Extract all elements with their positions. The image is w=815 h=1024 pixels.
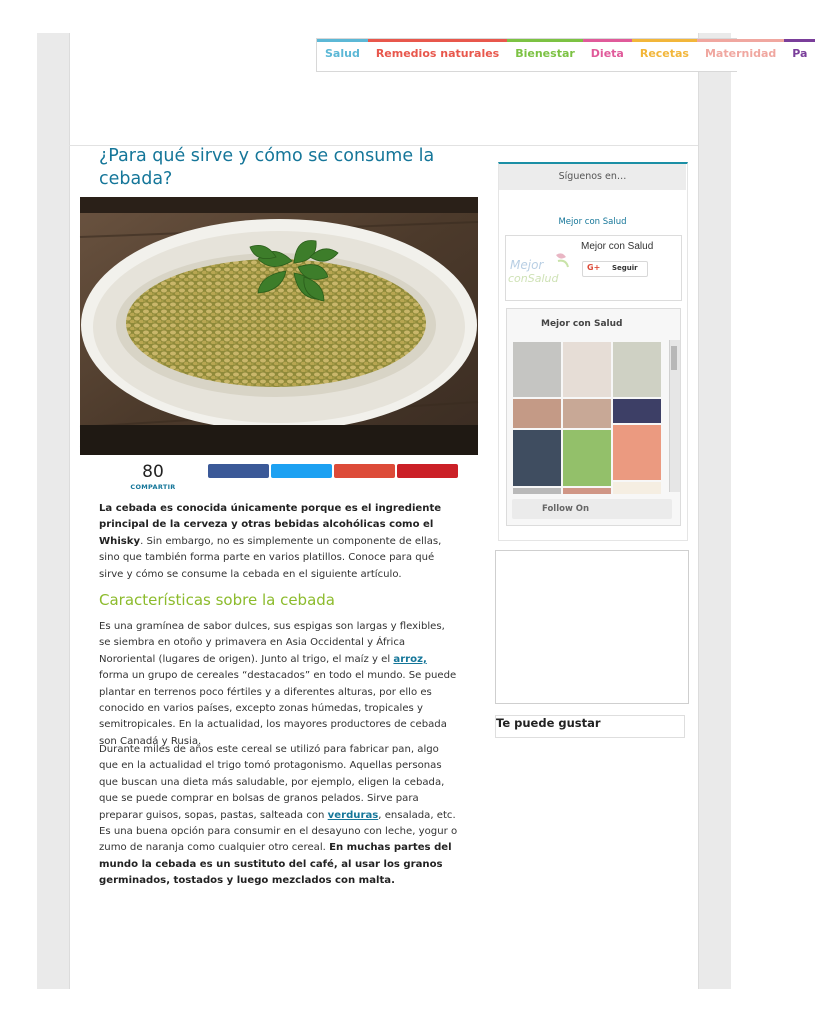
pinterest-widget-title: Mejor con Salud bbox=[541, 319, 623, 329]
article-hero-image bbox=[80, 197, 478, 455]
nav-item-label: Maternidad bbox=[704, 47, 777, 60]
pin-thumbnail[interactable] bbox=[513, 430, 561, 486]
logo-text-1: Mejor bbox=[510, 258, 544, 272]
follow-widget-header: Síguenos en… bbox=[499, 164, 686, 190]
nav-item-label: Remedios naturales bbox=[375, 47, 500, 60]
pinterest-follow-button[interactable]: Follow On bbox=[512, 499, 672, 519]
pin-thumbnail[interactable] bbox=[613, 482, 661, 494]
gplus-name: Mejor con Salud bbox=[581, 241, 654, 252]
ad-slot bbox=[495, 550, 689, 704]
gplus-follow-label: Seguir bbox=[612, 264, 638, 272]
nav-item-accent bbox=[583, 39, 632, 42]
section-heading: Características sobre la cebada bbox=[99, 591, 335, 609]
arroz-link[interactable]: arroz, bbox=[393, 653, 427, 665]
twitter-share-button[interactable] bbox=[271, 464, 332, 478]
paragraph-2-text-b: , ensalada, etc. Es una buena opción para consumir en el desayuno con leche, yogur o zumo de naranja como cualquier otro cereal. bbox=[99, 809, 458, 854]
gplus-icon: G+ bbox=[587, 263, 601, 272]
facebook-share-button[interactable] bbox=[208, 464, 269, 478]
recommend-widget-title: Te puede gustar bbox=[496, 716, 601, 730]
pin-thumbnail[interactable] bbox=[563, 430, 611, 486]
nav-item-label: Bienestar bbox=[515, 47, 575, 60]
top-navigation bbox=[316, 38, 808, 72]
nav-item-accent bbox=[632, 39, 697, 42]
brand-logo bbox=[508, 251, 574, 291]
pin-thumbnail[interactable] bbox=[563, 488, 611, 494]
nav-item[interactable] bbox=[317, 39, 368, 71]
pin-thumbnail[interactable] bbox=[613, 342, 661, 397]
gplus-page-link[interactable]: Mejor con Salud bbox=[558, 217, 627, 227]
pin-thumbnail[interactable] bbox=[513, 488, 561, 494]
pinterest-share-button[interactable] bbox=[397, 464, 458, 478]
nav-item-accent bbox=[368, 39, 507, 42]
nav-item-accent bbox=[697, 39, 784, 42]
nav-item-label: Recetas bbox=[639, 47, 689, 60]
paragraph-1-text-b: forma un grupo de cereales “destacados” en todo el mundo. Se puede plantar en terrenos poco fértiles y a diferentes alturas, por ello es conocido en varios países, excepto zonas húmedas, tropicales y semitropicales. En la actualidad, los mayores productores de cebada son Canadá y Rusia. bbox=[99, 670, 457, 747]
gplus-follow-button[interactable] bbox=[582, 261, 648, 277]
pin-thumbnail[interactable] bbox=[563, 399, 611, 428]
pinterest-scroll-thumb[interactable] bbox=[671, 346, 677, 370]
paragraph-2-bold-text: En muchas partes del mundo la cebada es un sustituto del café, al usar los granos germinados, tostados y luego mezclados con malta. bbox=[99, 842, 452, 887]
article-lead bbox=[99, 501, 459, 583]
nav-item-label: Dieta bbox=[590, 47, 624, 60]
article-title: ¿Para qué sirve y cómo se consume la cebada? bbox=[99, 146, 435, 189]
nav-item-accent bbox=[507, 39, 583, 42]
pin-thumbnail[interactable] bbox=[513, 399, 561, 428]
pin-thumbnail[interactable] bbox=[513, 342, 561, 397]
paragraph-1-text-a: Es una gramínea de sabor dulces, sus espigas son largas y flexibles, se siembra en otoño y primavera en Asia Occidental y África Nororiental (lugares de origen). Junto al trigo, el maíz y el bbox=[99, 621, 445, 665]
paragraph-2-text-a: Durante miles de años este cereal se utilizó para fabricar pan, algo que en la actualidad el trigo tomó protagonismo. Aquellas personas que buscan una dieta más saludable, por ejemplo, eligen la cebada, que se puede comprar en bolsas de granos pelados. Sirve para preparar guisos, sopas, pastas, salteada con bbox=[99, 744, 445, 821]
google-plus-share-button[interactable] bbox=[334, 464, 395, 478]
paragraph-2 bbox=[99, 742, 459, 890]
nav-item[interactable] bbox=[583, 39, 632, 71]
pin-thumbnail[interactable] bbox=[613, 399, 661, 423]
barley-dish-image bbox=[80, 197, 478, 455]
nav-item-accent bbox=[784, 39, 815, 42]
pin-thumbnail[interactable] bbox=[613, 425, 661, 480]
nav-item[interactable] bbox=[368, 39, 507, 71]
paragraph-1 bbox=[99, 619, 459, 750]
lead-text: . Sin embargo, no es simplemente un componente de ellas, sino que también forma parte en varios platillos. Conoce para qué sirve y cómo se consume la cebada en el siguiente artículo. bbox=[99, 535, 442, 580]
logo-text-2: conSalud bbox=[508, 272, 559, 285]
nav-item-label: Salud bbox=[325, 47, 360, 60]
share-count: 80 bbox=[142, 462, 164, 482]
verduras-link[interactable]: verduras bbox=[327, 809, 379, 821]
pin-thumbnail[interactable] bbox=[563, 342, 611, 397]
nav-item[interactable] bbox=[784, 39, 815, 71]
nav-item[interactable] bbox=[507, 39, 583, 71]
nav-item[interactable] bbox=[697, 39, 784, 71]
lead-bold-text: La cebada es conocida únicamente porque es el ingrediente principal de la cerveza y otras bebidas alcohólicas como el Whisky bbox=[99, 503, 442, 547]
nav-item-label: Pa bbox=[792, 47, 808, 60]
share-label: COMPARTIR bbox=[130, 483, 176, 491]
nav-item[interactable] bbox=[632, 39, 697, 71]
nav-item-accent bbox=[317, 39, 368, 42]
